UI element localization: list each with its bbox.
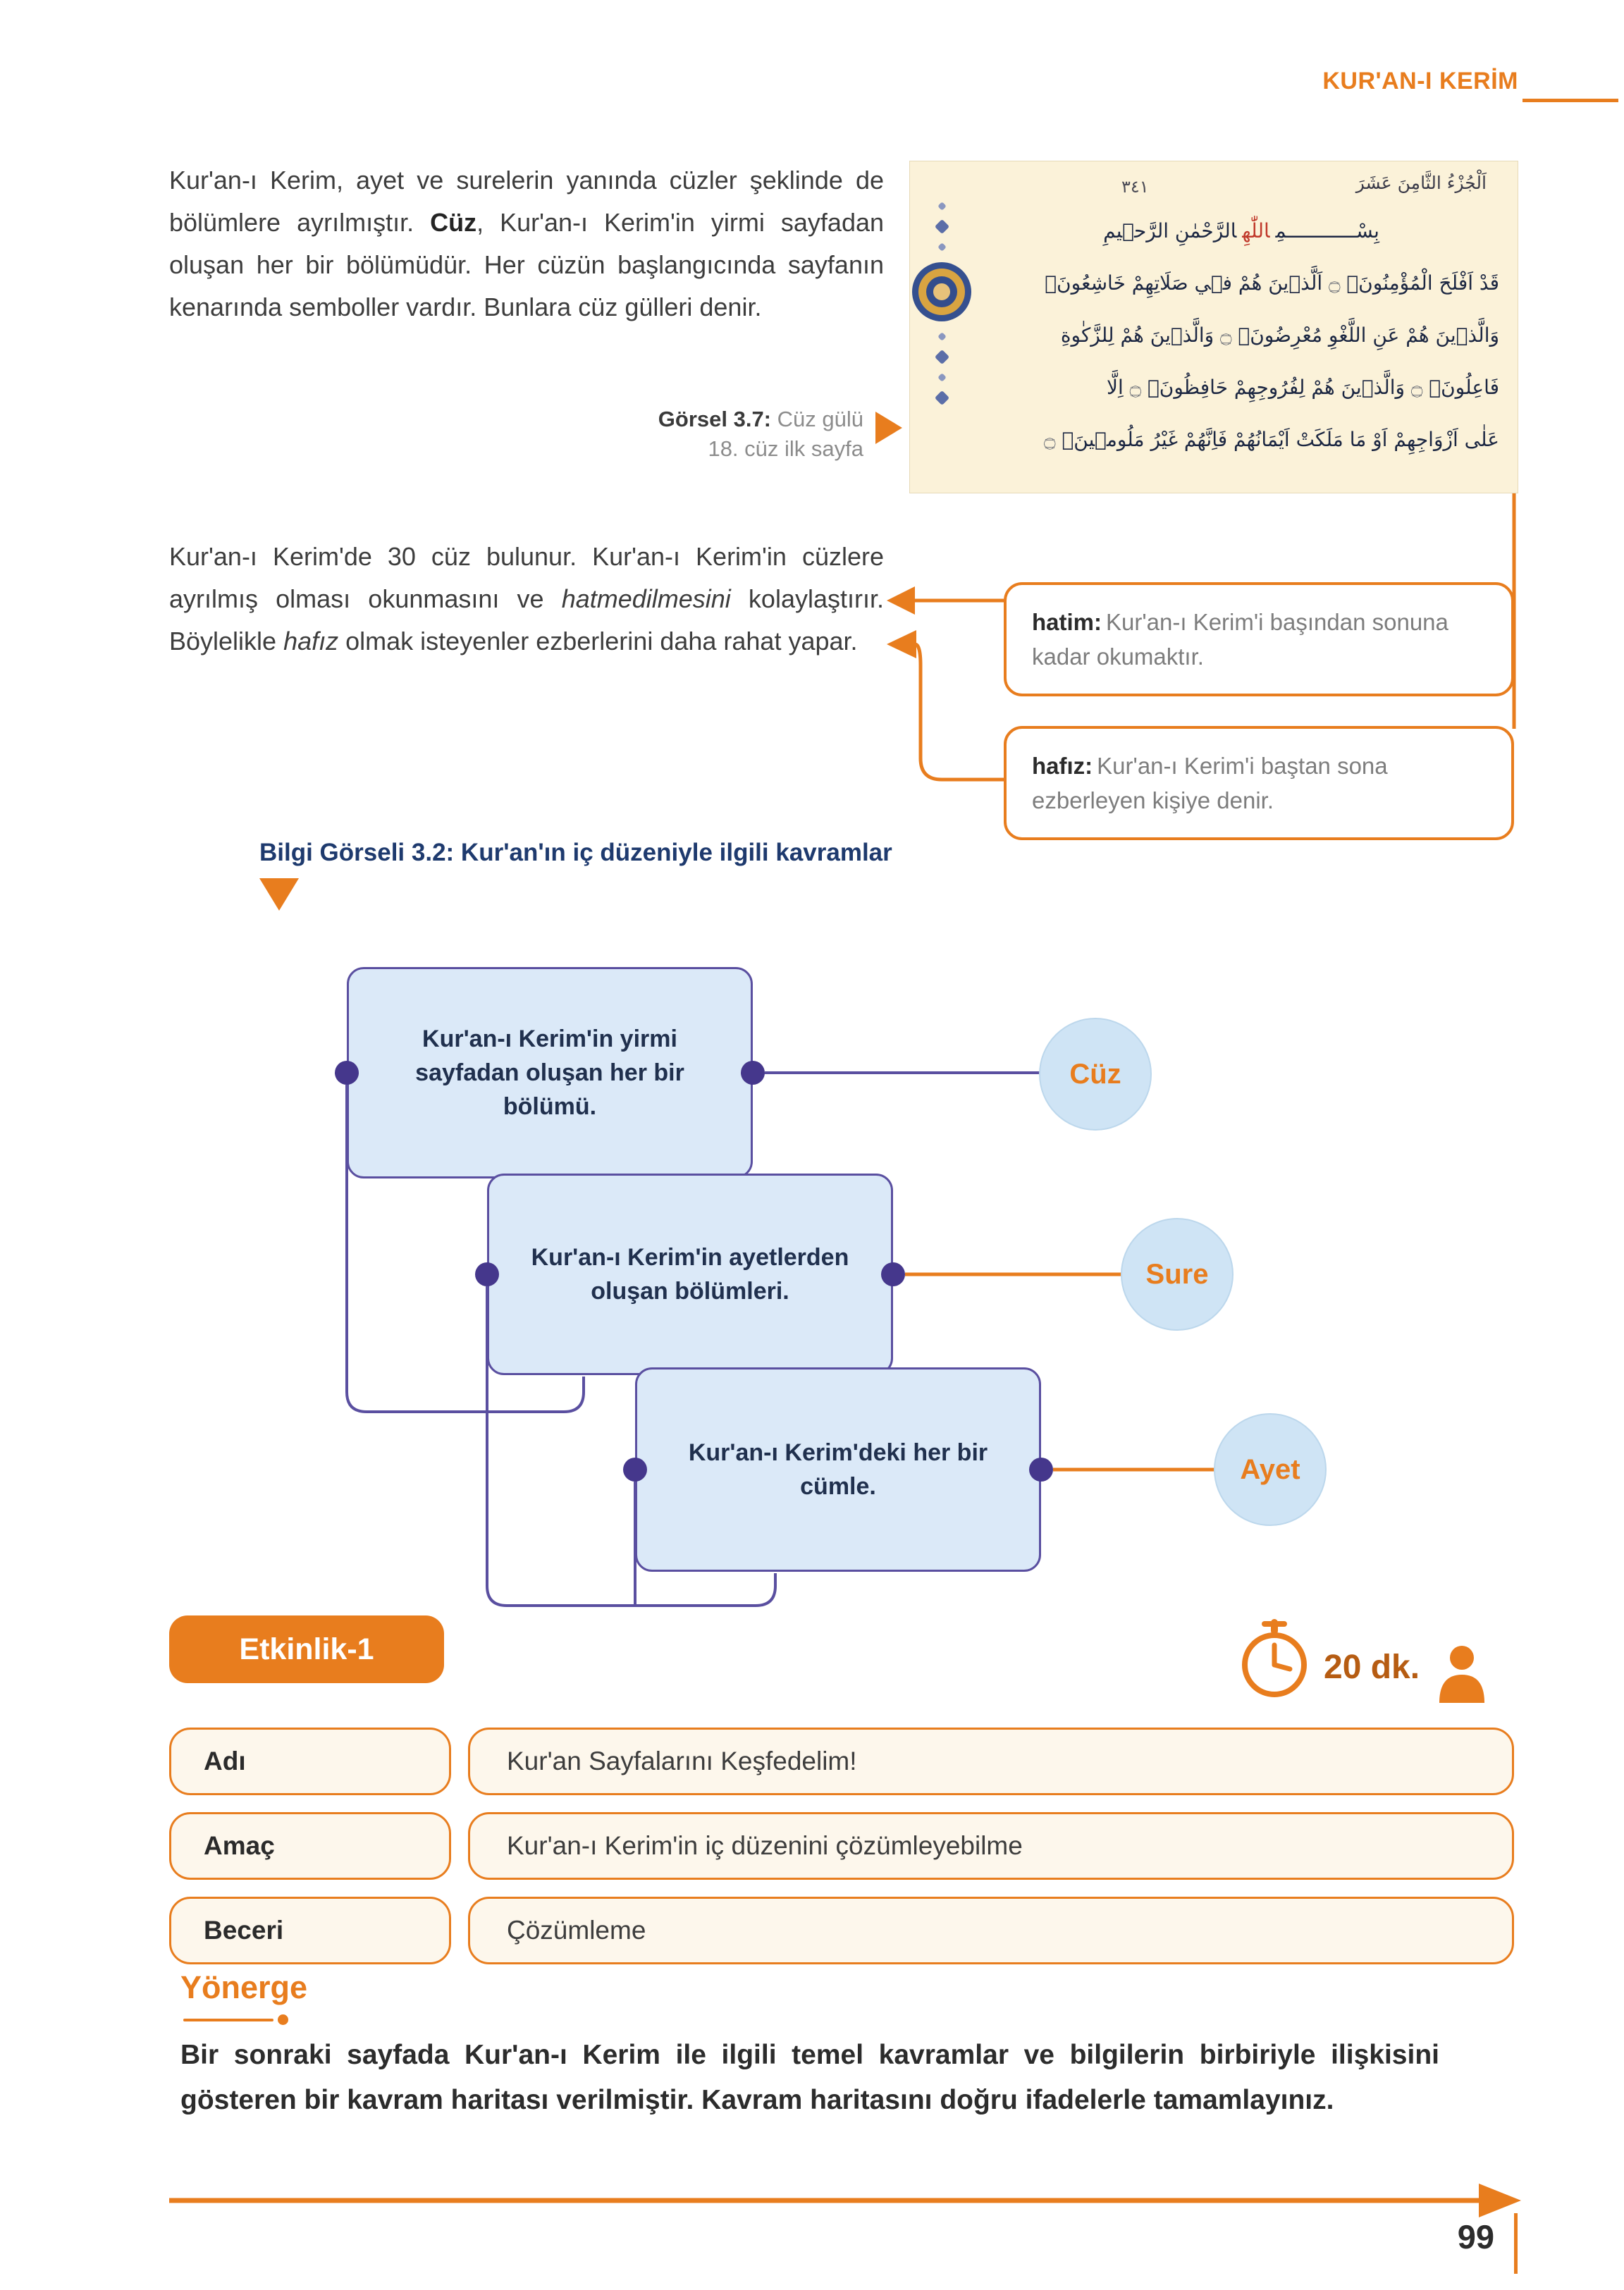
page-number-rule (1514, 2213, 1518, 2274)
concept-definition: Kur'an-ı Kerim'in ayetlerden oluşan bölümleri. (531, 1244, 849, 1305)
ornament-diamond (934, 219, 949, 234)
ornament-diamond (934, 350, 949, 364)
body-paragraph (169, 536, 884, 663)
basmala-post: الرَّحْمٰنِ الرَّح۪يمِ (1103, 219, 1237, 242)
intro-text-1: Kur'an-ı Kerim, ayet ve surelerin yanında cüzler şeklinde de bölümlere ayrılmıştır. (169, 166, 884, 237)
down-triangle-icon (259, 878, 299, 911)
term-circle-ayet: Ayet (1214, 1413, 1327, 1526)
quran-text-line: فَاعِلُونَۙ ۝ وَالَّذ۪ينَ هُمْ لِفُرُوجِهِمْ حَافِظُونَۙ ۝ اِلَّا (1107, 376, 1499, 399)
page-number: 99 (1457, 2218, 1494, 2255)
caption-line-1 (543, 405, 863, 434)
activity-row-value: Kur'an-ı Kerim'in iç düzenini çözümleyebilme (468, 1812, 1514, 1880)
juz-rose-medallion-icon (911, 261, 973, 323)
body-text-2: kolaylaştırır. Böylelikle (169, 584, 884, 655)
ornament-diamond (934, 390, 949, 405)
person-icon (1437, 1644, 1487, 1704)
chapter-header: KUR'AN-I KERİM (1322, 68, 1518, 94)
ornament-diamond (937, 242, 947, 252)
ornament-diamond (937, 373, 947, 382)
connector-dot (335, 1061, 359, 1085)
connector-dot (475, 1262, 499, 1286)
body-text-1: Kur'an-ı Kerim'de 30 cüz bulunur. Kur'an-ı Kerim'in cüzlere ayrılmış olması okunmasını ve (169, 542, 884, 613)
mushaf-page-number: ٣٤١ (1121, 177, 1149, 197)
quran-basmala-line (983, 205, 1499, 257)
term-circle-cuz: Cüz (1039, 1018, 1152, 1131)
definition-text: Kur'an-ı Kerim'i baştan sona ezberleyen kişiye denir. (1032, 753, 1388, 813)
hafiz-arrow-line (915, 644, 1004, 780)
quran-page-image (909, 161, 1518, 493)
directive-title: Yönerge (180, 1969, 308, 2005)
term-circle-sure: Sure (1121, 1218, 1234, 1331)
concept-box-ayet (635, 1367, 1041, 1572)
connector-dot (881, 1262, 905, 1286)
basmala-pre: بِسْــــــــــــمِ (1275, 219, 1379, 242)
footer-arrowhead-icon (1479, 2184, 1521, 2217)
directive-accent-dot (278, 2014, 288, 2025)
quran-text-block (983, 205, 1499, 487)
definition-box-hatim (1004, 582, 1514, 696)
intro-paragraph (169, 159, 884, 328)
caption-label: Görsel 3.7: (658, 407, 772, 431)
body-term-hafiz: hafız (283, 627, 339, 655)
activity-row-label: Adı (169, 1728, 451, 1795)
info-graphic-heading: Bilgi Görseli 3.2: Kur'an'ın iç düzeniyle ilgili kavramlar (259, 839, 892, 866)
ornament-diamond (937, 332, 947, 341)
definition-term: hafız: (1032, 753, 1093, 779)
caption-line-2: 18. cüz ilk sayfa (708, 436, 863, 461)
intro-term-cuz: Cüz (430, 208, 477, 237)
intro-text-2: , Kur'an-ı Kerim'in yirmi sayfadan oluşan her bir bölümüdür. Her cüzün başlangıcında sayfanın kenarında semboller vardır. Bunlara cüz gülleri denir. (169, 208, 885, 321)
quran-text-line: قَدْ اَفْلَحَ الْمُؤْمِنُونَۙ ۝ اَلَّذ۪ينَ هُمْ ف۪ي صَلَاتِهِمْ خَاشِعُونَۙ (1045, 271, 1499, 295)
juz-ornament-strip (918, 198, 965, 484)
definition-term: hatim: (1032, 609, 1102, 635)
juz-header-text: اَلْجُزْءُ الثَّامِنَ عَشَرَ (1355, 173, 1487, 193)
definition-box-hafiz (1004, 726, 1514, 840)
caption-arrow-icon (875, 412, 902, 444)
quran-text-line: وَالَّذ۪ينَ هُمْ عَنِ اللَّغْوِ مُعْرِضُونَۙ ۝ وَالَّذ۪ينَ هُمْ لِلزَّكٰوةِ (1060, 324, 1499, 347)
body-text-3: olmak isteyenler ezberlerini daha rahat yapar. (338, 627, 858, 655)
connector-dot (623, 1458, 647, 1482)
activity-row-value: Kur'an Sayfalarını Keşfedelim! (468, 1728, 1514, 1795)
clock-icon (1235, 1617, 1314, 1700)
hatim-arrowhead-icon (887, 586, 915, 615)
connector-dot (741, 1061, 765, 1085)
ornament-diamond (937, 202, 947, 211)
header-rule (1522, 99, 1618, 102)
body-term-hatmedilmesi: hatmedilmesini (561, 584, 731, 613)
concept-definition: Kur'an-ı Kerim'deki her bir cümle. (688, 1439, 988, 1500)
definition-text: Kur'an-ı Kerim'i başından sonuna kadar okumaktır. (1032, 609, 1448, 670)
directive-text: Bir sonraki sayfada Kur'an-ı Kerim ile ilgili temel kavramlar ve bilgilerin birbiriyle ilişkisini gösteren bir kavram haritası verilmiştir. Kavram haritasını doğru ifadelerle tamamlayınız. (180, 2040, 1439, 2115)
connector-dot (1029, 1458, 1053, 1482)
duration-label: 20 dk. (1324, 1649, 1420, 1686)
basmala-allah: اللّٰهِ (1242, 219, 1270, 242)
hafiz-arrowhead-icon (887, 630, 916, 658)
quran-text-line: عَلٰى اَزْوَاجِهِمْ اَوْ مَا مَلَكَتْ اَيْمَانُهُمْ فَاِنَّهُمْ غَيْرُ مَلُوم۪ينَۚ ۝ (1044, 428, 1499, 451)
concept-box-cuz (347, 967, 753, 1178)
concept-definition: Kur'an-ı Kerim'in yirmi sayfadan oluşan her bir bölümü. (415, 1026, 684, 1120)
directive-accent-line (183, 2019, 273, 2021)
activity-row-label: Amaç (169, 1812, 451, 1880)
caption-text: Cüz gülü (777, 407, 863, 431)
concept-box-sure (487, 1174, 893, 1375)
activity-row-label: Beceri (169, 1897, 451, 1964)
activity-badge: Etkinlik-1 (169, 1615, 444, 1683)
figure-caption (543, 405, 863, 464)
activity-row-value: Çözümleme (468, 1897, 1514, 1964)
